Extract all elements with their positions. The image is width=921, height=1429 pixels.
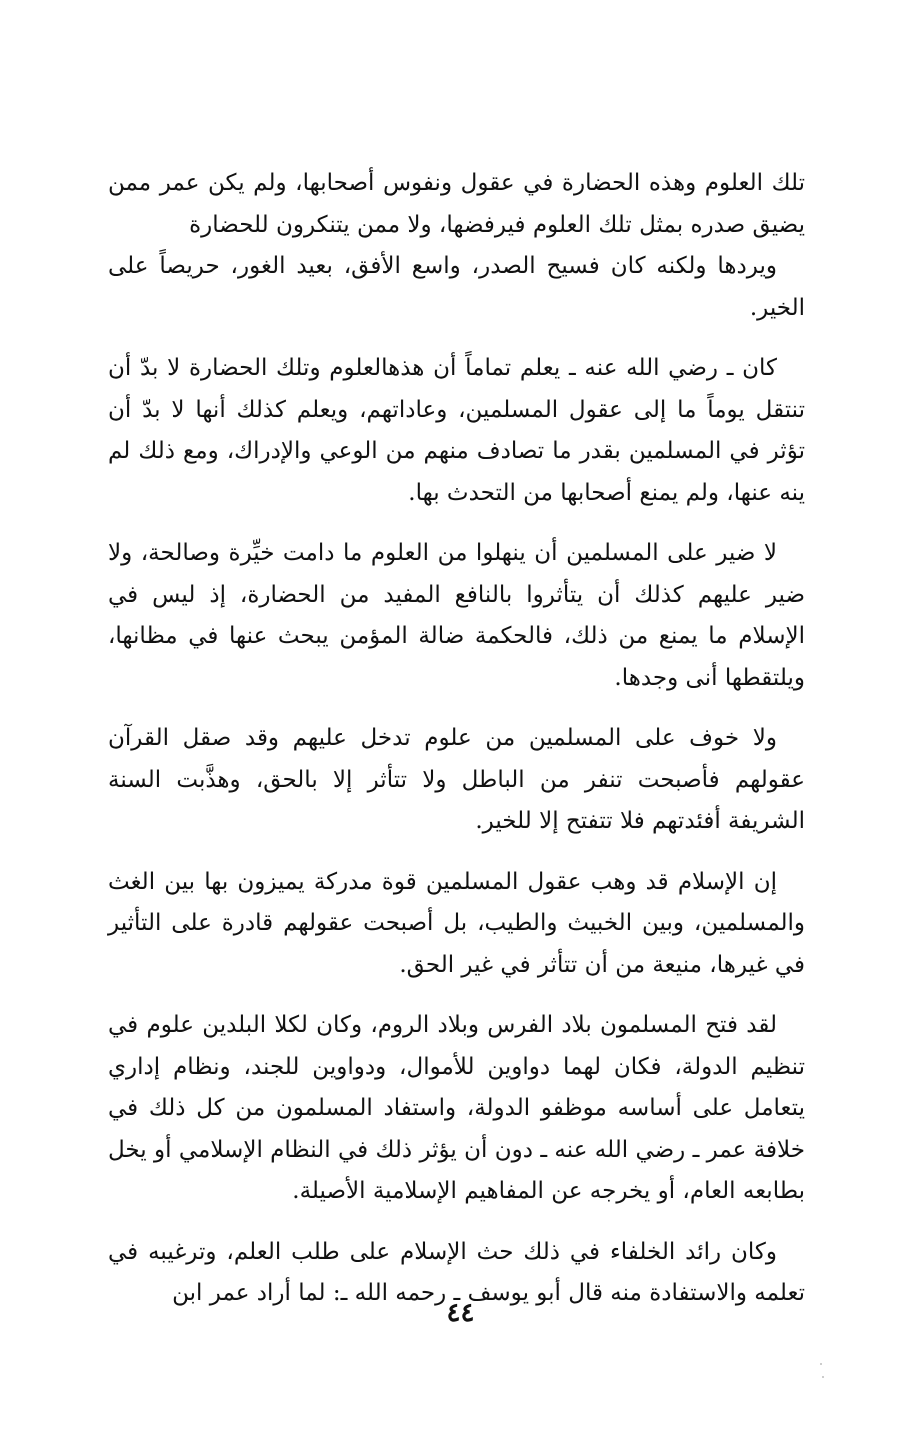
paragraph: كان ـ رضي الله عنه ـ يعلم تماماً أن هذهالعلوم وتلك الحضارة لا بدّ أن تنتقل يوماً ما إلى عقول المسلمين، وعاداتهم، ويعلم كذلك أنها لا بدّ أن تؤثر في المسلمين بقدر ما تصادف منهم من الوعي والإدراك، ومع ذلك لم ينه عنها، ولم يمنع أصحابها من التحدث بها. bbox=[108, 355, 805, 506]
paragraph: ويردها ولكنه كان فسيح الصدر، واسع الأفق، بعيد الغور، حريصاً على الخير. bbox=[108, 253, 805, 321]
paragraph: ولا خوف على المسلمين من علوم تدخل عليهم وقد صقل القرآن عقولهم فأصبحت تنفر من الباطل ولا تتأثر إلا بالحق، وهذَّبت السنة الشريفة أفئدتهم فلا تتفتح إلا للخير. bbox=[108, 725, 805, 834]
page-number: ٤٤ bbox=[446, 1298, 475, 1328]
scan-speck bbox=[820, 1363, 822, 1365]
paragraph: لا ضير على المسلمين أن ينهلوا من العلوم ما دامت خيِّرة وصالحة، ولا ضير عليهم كذلك أن يتأثروا بالنافع المفيد من الحضارة، إذ ليس في الإسلام ما يمنع من ذلك، فالحكمة ضالة المؤمن يبحث عنها في مظانها، ويلتقطها أنى وجدها. bbox=[108, 540, 805, 691]
paragraph: وكان رائد الخلفاء في ذلك حث الإسلام على طلب العلم، وترغيبه في تعلمه والاستفادة منه قال أبو يوسف ـ رحمه الله ـ: لما أراد عمر ابن bbox=[108, 1238, 805, 1306]
paragraph: إن الإسلام قد وهب عقول المسلمين قوة مدركة يميزون بها بين الغث والمسلمين، وبين الخبيث والطيب، بل أصبحت عقولهم قادرة على التأثير في غيرها، منيعة من أن تتأثر في غير الحق. bbox=[108, 868, 805, 978]
paragraph: تلك العلوم وهذه الحضارة في عقول ونفوس أصحابها، ولم يكن عمر ممن يضيق صدره بمثل تلك العلوم فيرفضها، ولا ممن يتنكرون للحضارة bbox=[108, 170, 805, 238]
paragraph: لقد فتح المسلمون بلاد الفرس وبلاد الروم، وكان لكلا البلدين علوم في تنظيم الدولة، فكان لهما دواوين للأموال، ودواوين للجند، ونظام إداري يتعامل على أساسه موظفو الدولة، واستفاد المسلمون من كل ذلك في خلافة عمر ـ رضي الله عنه ـ دون أن يؤثر ذلك في النظام الإسلامي أو يخل بطابعه العام، أو يخرجه عن المفاهيم الإسلامية الأصيلة. bbox=[108, 1012, 805, 1204]
scan-speck bbox=[822, 1376, 824, 1378]
body-text bbox=[108, 163, 805, 1334]
